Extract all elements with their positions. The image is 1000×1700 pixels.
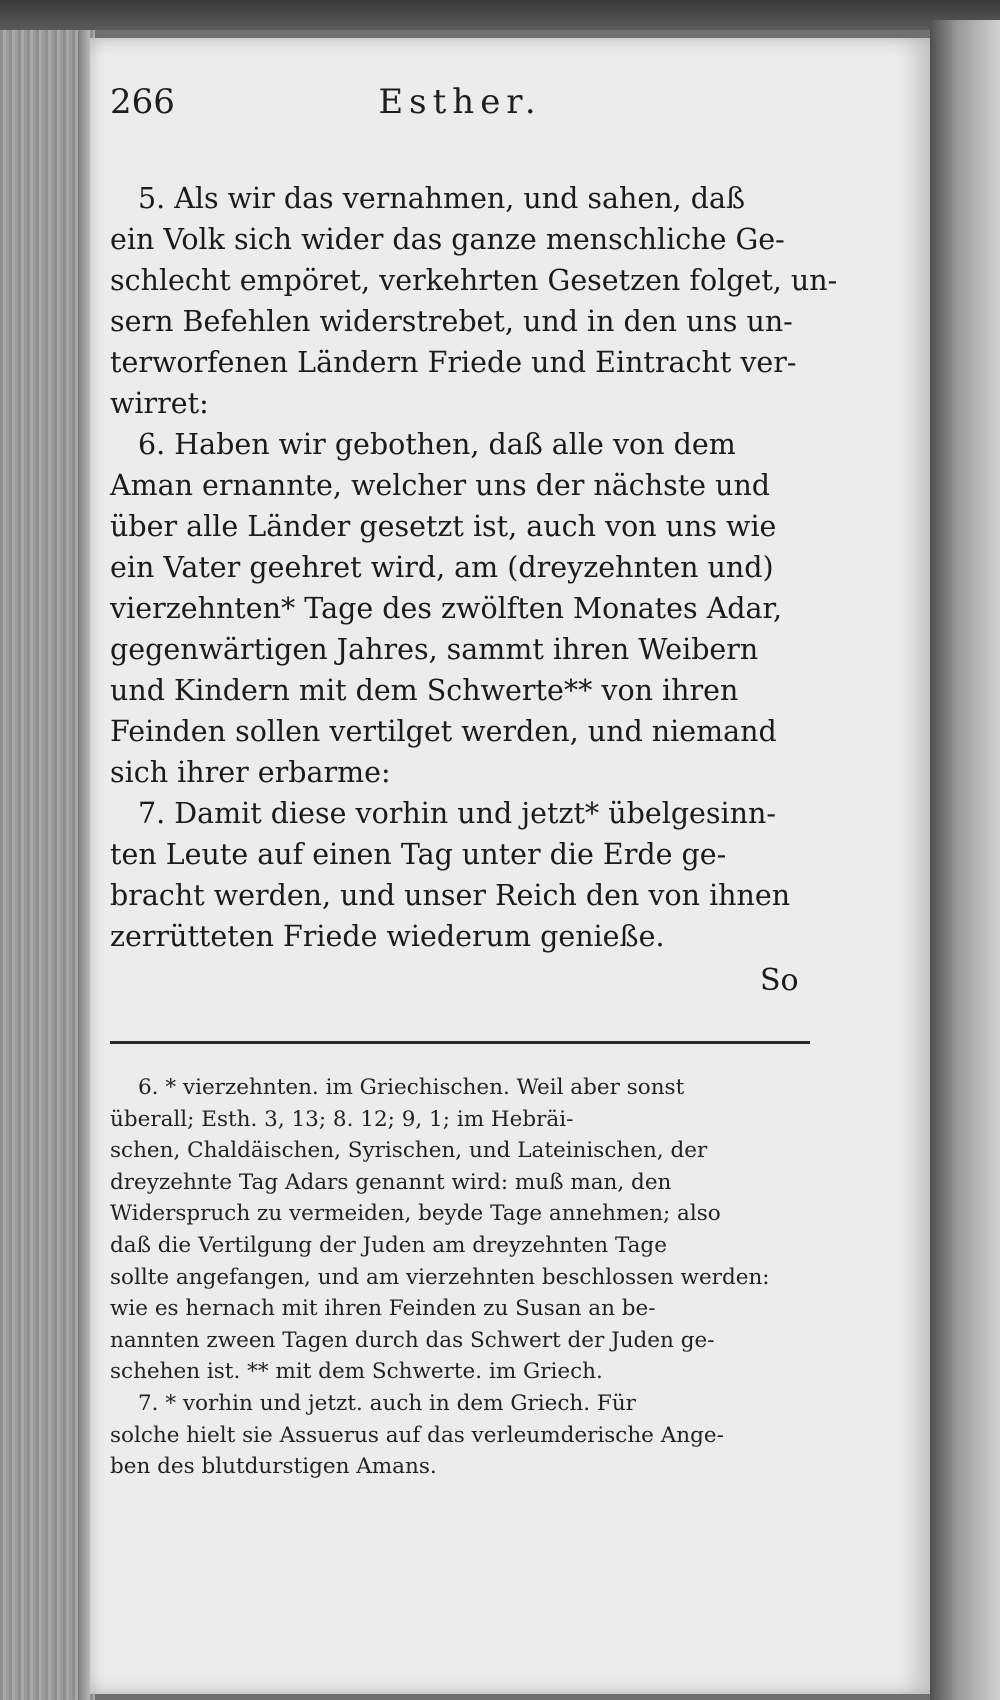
main-text xyxy=(110,178,838,957)
text-line: ein Vater geehret wird, am (dreyzehnten und) xyxy=(110,551,774,584)
verse-7 xyxy=(110,793,810,957)
footnote-line: 7. * vorhin und jetzt. auch in dem Griech. Für xyxy=(138,1390,636,1416)
book-spine xyxy=(78,30,90,1700)
text-line: bracht werden, und unser Reich den von ihnen xyxy=(110,879,791,912)
facing-page-edge xyxy=(930,20,1000,1700)
footnote-line: wie es hernach mit ihren Feinden zu Susan an be- xyxy=(110,1296,656,1322)
text-line: schlecht empöret, verkehrten Gesetzen folget, un- xyxy=(110,264,838,297)
footnote-line: Widerspruch zu vermeiden, beyde Tage annehmen; also xyxy=(110,1201,721,1227)
footnote-line: nannten zween Tagen durch das Schwert der Juden ge- xyxy=(110,1327,715,1353)
footnotes xyxy=(110,1072,820,1483)
footnote-line: solche hielt sie Assuerus auf das verleumderische Ange- xyxy=(110,1422,724,1448)
verse-5 xyxy=(110,178,838,424)
text-line: Feinden sollen vertilget werden, und niemand xyxy=(110,715,777,748)
text-line: und Kindern mit dem Schwerte** von ihren xyxy=(110,674,739,707)
text-line: vierzehnten* Tage des zwölften Monates Adar, xyxy=(110,592,783,625)
text-line: sich ihrer erbarme: xyxy=(110,756,391,789)
scan-background-top xyxy=(0,0,1000,30)
footnote-line: schehen ist. ** mit dem Schwerte. im Griech. xyxy=(110,1359,603,1385)
footnote-line: dreyzehnte Tag Adars genannt wird: muß man, den xyxy=(110,1169,672,1195)
text-line: terworfenen Ländern Friede und Eintracht ver- xyxy=(110,346,797,379)
running-title: Esther. xyxy=(378,82,542,122)
page-header xyxy=(110,82,810,142)
text-line: Aman ernannte, welcher uns der nächste und xyxy=(110,469,771,502)
catchword: So xyxy=(760,963,799,998)
page-number: 266 xyxy=(110,82,175,122)
text-line: 7. Damit diese vorhin und jetzt* übelgesinn- xyxy=(138,797,777,830)
footnote-line: ben des blutdurstigen Amans. xyxy=(110,1454,437,1480)
text-line: gegenwärtigen Jahres, sammt ihren Weibern xyxy=(110,633,759,666)
verse-6 xyxy=(110,424,810,793)
footnote-7 xyxy=(110,1388,820,1483)
footnote-separator xyxy=(110,1041,810,1044)
footnote-line: daß die Vertilgung der Juden am dreyzehnten Tage xyxy=(110,1232,667,1258)
text-line: ein Volk sich wider das ganze menschliche Ge- xyxy=(110,223,785,256)
text-line: 5. Als wir das vernahmen, und sahen, daß xyxy=(138,182,746,215)
text-line: über alle Länder gesetzt ist, auch von uns wie xyxy=(110,510,777,543)
text-line: ten Leute auf einen Tag unter die Erde ge- xyxy=(110,838,727,871)
text-line: wirret: xyxy=(110,387,209,420)
footnote-line: sollte angefangen, und am vierzehnten beschlossen werden: xyxy=(110,1264,770,1290)
footnote-line: schen, Chaldäischen, Syrischen, und Lateinischen, der xyxy=(110,1138,708,1164)
text-line: sern Befehlen widerstrebet, und in den uns un- xyxy=(110,305,793,338)
footnote-6 xyxy=(110,1072,820,1388)
footnote-line: 6. * vierzehnten. im Griechischen. Weil aber sonst xyxy=(138,1075,685,1100)
text-line: zerrütteten Friede wiederum genieße. xyxy=(110,920,665,953)
footnote-line: überall; Esth. 3, 13; 8. 12; 9, 1; im Hebräi- xyxy=(110,1106,574,1132)
text-line: 6. Haben wir gebothen, daß alle von dem xyxy=(138,428,736,461)
